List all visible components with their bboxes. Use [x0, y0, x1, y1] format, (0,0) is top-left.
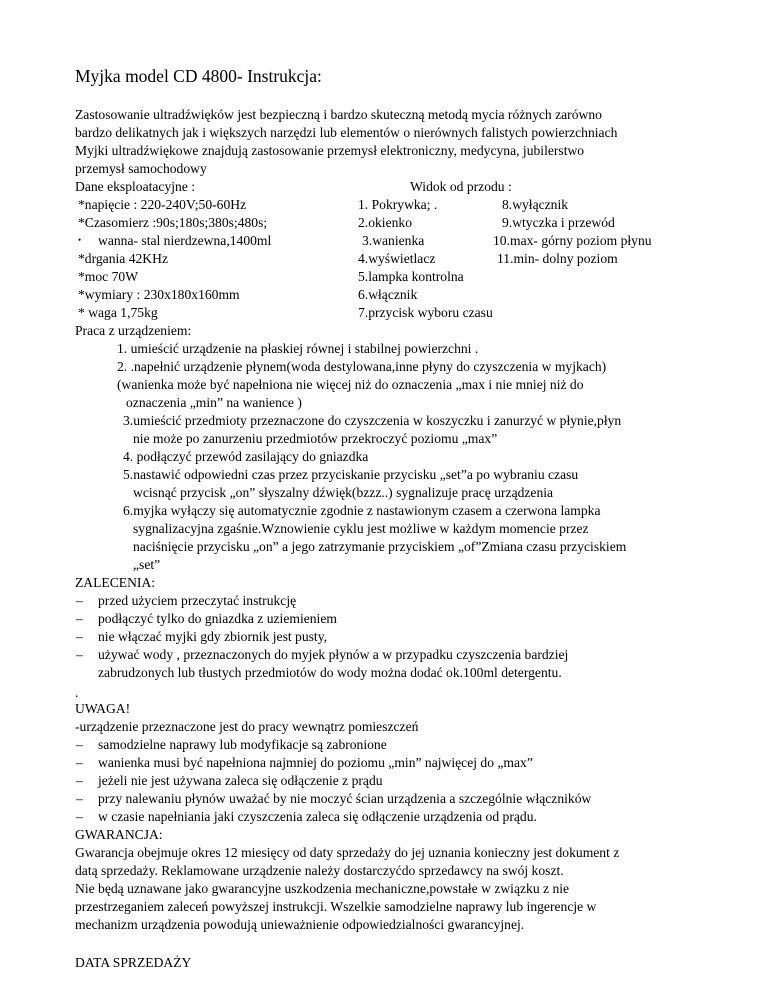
- guarantee-line-1: Gwarancja obejmuje okres 12 miesięcy od daty sprzedaży do jej uznania konieczny jest dokument z: [75, 845, 620, 860]
- part-8: 8.wyłącznik: [502, 197, 569, 212]
- intro-line-1: Zastosowanie ultradźwięków jest bezpieczną i bardzo skuteczną metodą mycia różnych zarówno: [75, 107, 602, 122]
- dash-marker: –: [76, 629, 83, 644]
- warning-1: samodzielne naprawy lub modyfikacje są zabronione: [98, 737, 387, 752]
- part-10: 10.max- górny poziom płynu: [493, 233, 652, 248]
- spec-voltage: *napięcie : 220-240V;50-60Hz: [78, 197, 247, 212]
- front-view-heading: Widok od przodu :: [410, 179, 512, 194]
- recommendations-heading: ZALECENIA:: [75, 575, 156, 590]
- dash-marker: –: [76, 809, 83, 824]
- dash-marker: –: [76, 773, 83, 788]
- warning-2: wanienka musi być napełniona najmniej do poziomu „min” najwięcej do „max”: [98, 755, 533, 770]
- intro-line-4: przemysł samochodowy: [75, 161, 207, 176]
- intro-line-2: bardzo delikatnych jak i większych narzędzi lub elementów o nierównych falistych powierzchniach: [75, 125, 618, 140]
- recommendation-2: podłączyć tylko do gniazdka z uziemieniem: [98, 611, 337, 626]
- warning-3: jeżeli nie jest używana zaleca się odłączenie z prądu: [98, 773, 383, 788]
- recommendation-3: nie włączać myjki gdy zbiornik jest pusty,: [98, 629, 328, 644]
- guarantee-line-5: mechanizm urządzenia powodują unieważnienie odpowiedzialności gwarancyjnej.: [75, 917, 525, 932]
- spec-weight: * waga 1,75kg: [78, 305, 158, 320]
- step-1: 1. umieścić urządzenie na płaskiej równej i stabilnej powierzchni .: [117, 341, 479, 356]
- spec-timer: *Czasomierz :90s;180s;380s;480s;: [78, 215, 268, 230]
- intro-line-3: Myjki ultradźwiękowe znajdują zastosowanie przemysł elektroniczny, medycyna, jubilerstwo: [75, 143, 585, 158]
- dash-marker: –: [76, 593, 83, 608]
- part-1: 1. Pokrywka; .: [358, 197, 438, 212]
- step-5: 5.nastawić odpowiedni czas przez przyciskanie przycisku „set”a po wybraniu czasu: [123, 467, 579, 482]
- part-5: 5.lampka kontrolna: [358, 269, 464, 284]
- guarantee-line-2: datą sprzedaży. Reklamowane urządzenie należy dostarczyćdo sprzedawcy na swój koszt.: [75, 863, 564, 878]
- spec-power: *moc 70W: [78, 269, 139, 284]
- step-2-note-1: (wanienka może być napełniona nie więcej niż do oznaczenia „max i nie mniej niż do: [117, 377, 584, 392]
- dash-marker: –: [76, 755, 83, 770]
- dash-marker: –: [76, 791, 83, 806]
- step-4: 4. podłączyć przewód zasilający do gniazdka: [123, 449, 369, 464]
- step-5-cont: wcisnąć przycisk „on” słyszalny dźwięk(bzzz..) sygnalizuje pracę urządzenia: [133, 485, 554, 500]
- recommendation-4: używać wody , przeznaczonych do myjek płynów a w przypadku czyszczenia bardziej: [98, 647, 569, 662]
- guarantee-line-4: przestrzeganiem zaleceń powyższej instrukcji. Wszelkie samodzielne naprawy lub ingerencje w: [75, 899, 597, 914]
- step-6-cont-3: „set”: [133, 557, 161, 572]
- spec-vibration: *drgania 42KHz: [78, 251, 168, 266]
- dash-marker: –: [76, 611, 83, 626]
- recommendation-4-cont: zabrudzonych lub tłustych przedmiotów do wody można dodać ok.100ml detergentu.: [98, 665, 562, 680]
- step-3-cont: nie może po zanurzeniu przedmiotów przekroczyć poziomu „max”: [133, 431, 498, 446]
- spec-tank: wanna- stal nierdzewna,1400ml: [98, 233, 272, 248]
- guarantee-line-3: Nie będą uznawane jako gwarancyjne uszkodzenia mechaniczne,powstałe w związku z nie: [75, 881, 570, 896]
- part-2: 2.okienko: [358, 215, 412, 230]
- specs-heading: Dane eksploatacyjne :: [75, 179, 196, 194]
- step-6: 6.myjka wyłączy się automatycznie zgodnie z nastawionym czasem a czerwona lampka: [123, 503, 601, 518]
- part-7: 7.przycisk wyboru czasu: [358, 305, 493, 320]
- step-6-cont-1: sygnalizacyjna zgaśnie.Wznowienie cyklu jest możliwe w każdym momencie przez: [133, 521, 589, 536]
- guarantee-heading: GWARANCJA:: [75, 827, 163, 842]
- part-4: 4.wyświetlacz: [358, 251, 436, 266]
- warning-indoor: -urządzenie przeznaczone jest do pracy wewnątrz pomieszczeń: [75, 719, 419, 734]
- recommendation-1: przed użyciem przeczytać instrukcję: [98, 593, 297, 608]
- warning-heading: UWAGA!: [75, 701, 131, 716]
- sale-date-label: DATA SPRZEDAŻY: [75, 955, 192, 970]
- part-3: 3.wanienka: [362, 233, 425, 248]
- spec-dimensions: *wymiary : 230x180x160mm: [78, 287, 240, 302]
- part-6: 6.włącznik: [358, 287, 418, 302]
- step-6-cont-2: naciśnięcie przycisku „on” a jego zatrzymanie przyciskiem „of”Zmiana czasu przyciskiem: [133, 539, 627, 554]
- step-2-note-2: oznaczenia „min” na wanience ): [126, 395, 302, 410]
- spec-bullet: •: [78, 235, 82, 245]
- step-3: 3.umieścić przedmioty przeznaczone do czyszczenia w koszyczku i zanurzyć w płynie,płyn: [123, 413, 622, 428]
- part-9: 9.wtyczka i przewód: [502, 215, 615, 230]
- document-title: Myjka model CD 4800- Instrukcja:: [75, 66, 322, 86]
- work-heading: Praca z urządzeniem:: [75, 323, 192, 338]
- part-11: 11.min- dolny poziom: [497, 251, 618, 266]
- warning-5: w czasie napełniania jaki czyszczenia zaleca się odłączenie urządzenia od prądu.: [98, 809, 537, 824]
- dash-marker: –: [76, 737, 83, 752]
- step-2: 2. .napełnić urządzenie płynem(woda destylowana,inne płyny do czyszczenia w myjkach): [117, 359, 607, 374]
- stray-dot: .: [75, 685, 79, 700]
- warning-4: przy nalewaniu płynów uważać by nie moczyć ścian urządzenia a szczególnie włączników: [98, 791, 592, 806]
- dash-marker: –: [76, 647, 83, 662]
